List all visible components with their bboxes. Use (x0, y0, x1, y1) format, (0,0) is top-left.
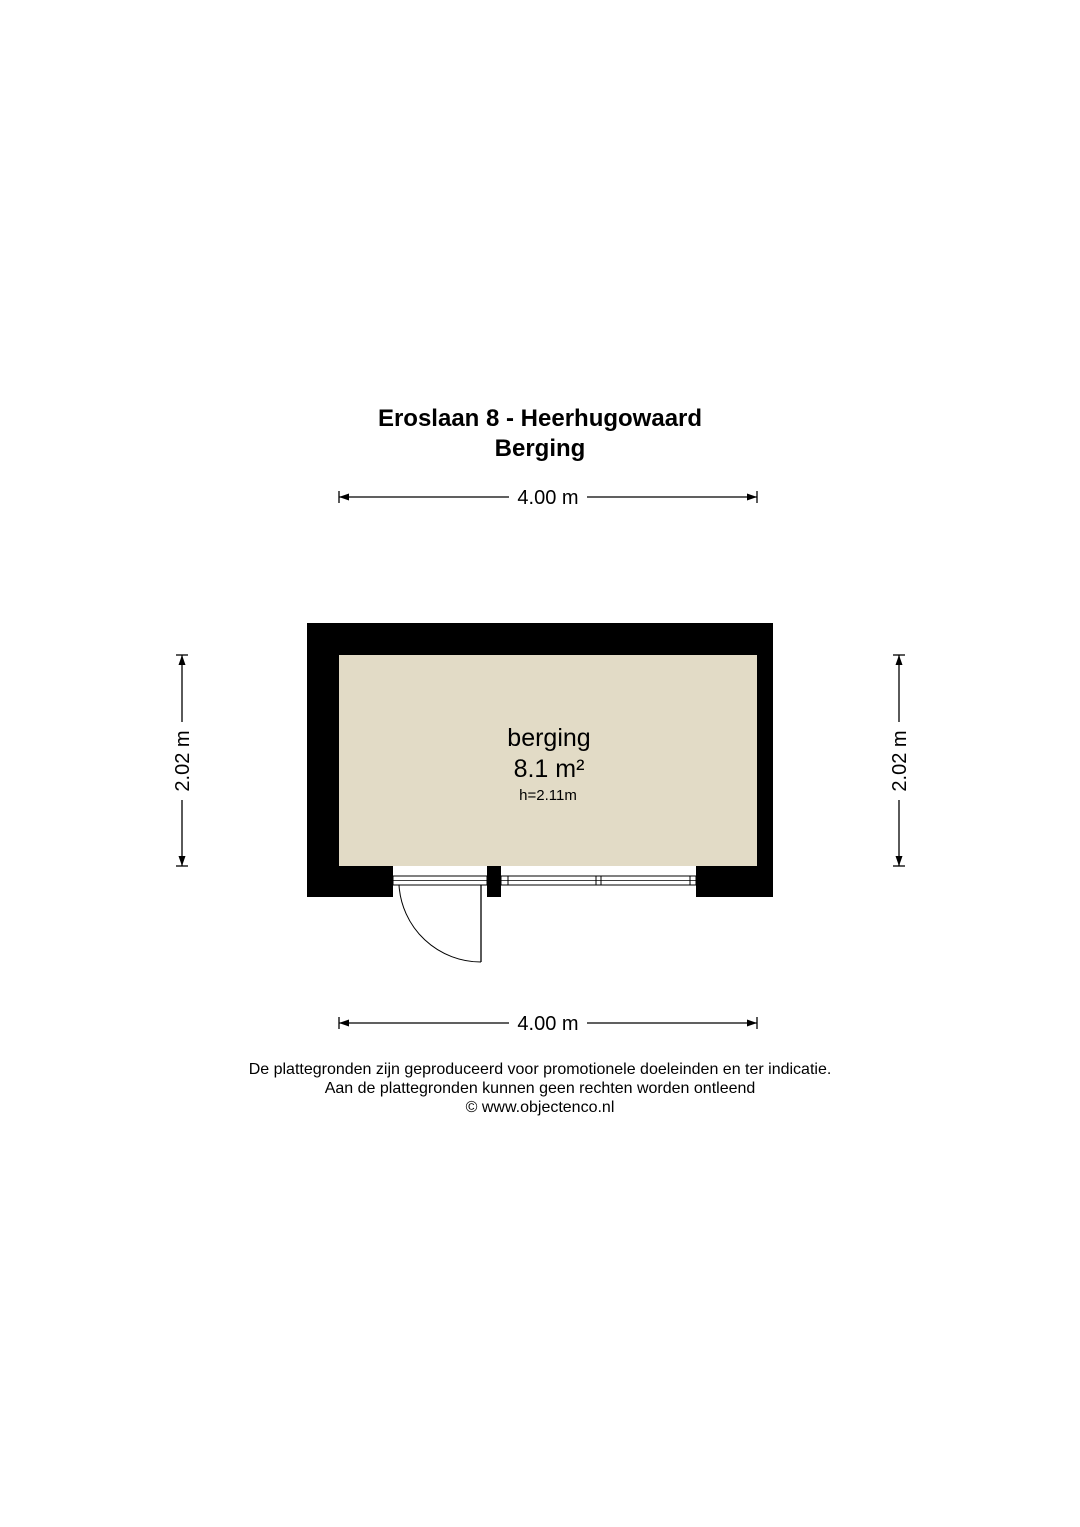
right-dimension (889, 655, 911, 866)
room-area: 8.1 m² (513, 755, 585, 783)
arrow-down-icon (179, 856, 186, 866)
bottom-dimension-label: 4.00 m (517, 1013, 579, 1035)
arrow-up-icon (896, 655, 903, 665)
bottom-dimension (339, 1013, 757, 1035)
disclaimer-line-2: Aan de plattegronden kunnen geen rechten worden ontleend (324, 1080, 756, 1097)
window (501, 876, 696, 885)
plan-title: Eroslaan 8 - Heerhugowaard (377, 405, 703, 432)
arrow-down-icon (896, 856, 903, 866)
right-dimension-label: 2.02 m (889, 730, 911, 792)
arrow-up-icon (179, 655, 186, 665)
wall-pillar (487, 866, 501, 897)
top-dimension (339, 487, 757, 509)
arrow-left-icon (339, 494, 349, 501)
left-dimension (172, 655, 194, 866)
arrow-left-icon (339, 1020, 349, 1027)
arrow-right-icon (747, 494, 757, 501)
plan-subtitle: Berging (494, 435, 586, 462)
door (393, 876, 487, 962)
left-dimension-label: 2.02 m (172, 730, 194, 792)
room-height: h=2.11m (519, 787, 577, 804)
room-name: berging (507, 724, 591, 752)
copyright-line: © www.objectenco.nl (465, 1099, 615, 1116)
top-dimension-label: 4.00 m (517, 487, 579, 509)
door-swing-arc (399, 885, 481, 962)
disclaimer-line-1: De plattegronden zijn geproduceerd voor promotionele doeleinden en ter indicatie. (248, 1061, 832, 1078)
arrow-right-icon (747, 1020, 757, 1027)
